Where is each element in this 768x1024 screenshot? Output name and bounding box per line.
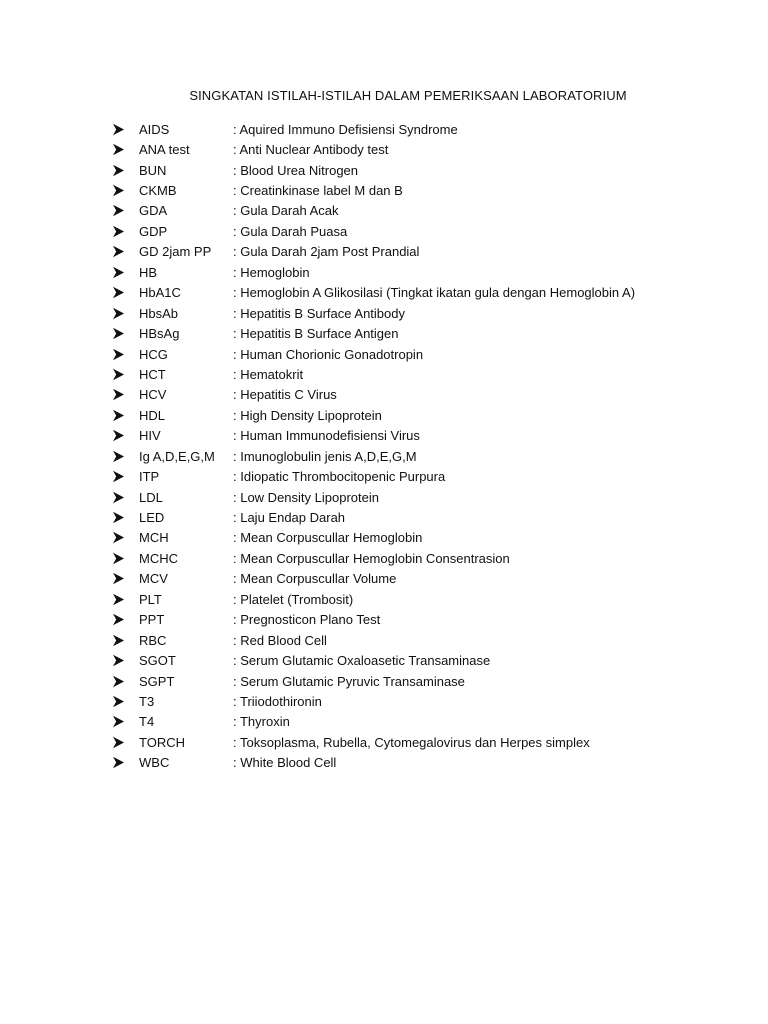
abbreviation-term: GD 2jam PP bbox=[139, 244, 212, 260]
abbreviation-definition: : High Density Lipoprotein bbox=[233, 407, 382, 423]
list-item bbox=[112, 732, 635, 752]
abbreviation-term: T3 bbox=[139, 693, 155, 709]
list-item bbox=[112, 303, 635, 323]
arrow-bullet-icon bbox=[112, 160, 139, 180]
abbreviation-definition: : Creatinkinase label M dan B bbox=[233, 183, 403, 199]
list-item bbox=[112, 201, 635, 221]
arrow-bullet-icon bbox=[112, 426, 139, 446]
list-item bbox=[112, 446, 635, 466]
abbreviation-definition: : Serum Glutamic Oxaloasetic Transaminase bbox=[233, 653, 491, 669]
abbreviation-definition: : Idiopatic Thrombocitopenic Purpura bbox=[233, 469, 446, 485]
list-item bbox=[112, 650, 635, 670]
list-item bbox=[112, 630, 635, 650]
arrow-bullet-icon bbox=[112, 528, 139, 548]
abbreviation-term: MCV bbox=[139, 571, 168, 587]
list-item bbox=[112, 466, 635, 486]
arrow-bullet-icon bbox=[112, 140, 139, 160]
abbreviation-term: HCV bbox=[139, 387, 167, 403]
abbreviation-definition: : Gula Darah Puasa bbox=[233, 223, 348, 239]
list-item bbox=[112, 344, 635, 364]
abbreviation-term: MCHC bbox=[139, 550, 178, 566]
arrow-bullet-icon bbox=[112, 630, 139, 650]
arrow-bullet-icon bbox=[112, 221, 139, 241]
abbreviation-term: T4 bbox=[139, 714, 155, 730]
abbreviation-definition: : Pregnosticon Plano Test bbox=[233, 612, 381, 628]
abbreviation-term: HbsAb bbox=[139, 305, 179, 321]
list-item bbox=[112, 364, 635, 384]
abbreviation-definition: : Toksoplasma, Rubella, Cytomegalovirus dan Herpes simplex bbox=[233, 734, 590, 750]
abbreviation-definition: : Hepatitis B Surface Antigen bbox=[233, 326, 399, 342]
abbreviation-term: SGPT bbox=[139, 673, 175, 689]
list-item bbox=[112, 242, 635, 262]
abbreviation-term: HCT bbox=[139, 366, 166, 382]
list-item bbox=[112, 283, 635, 303]
abbreviation-definition: : Human Chorionic Gonadotropin bbox=[233, 346, 424, 362]
list-item bbox=[112, 160, 635, 180]
arrow-bullet-icon bbox=[112, 610, 139, 630]
abbreviation-term: GDP bbox=[139, 223, 168, 239]
list-item bbox=[112, 671, 635, 691]
arrow-bullet-icon bbox=[112, 569, 139, 589]
arrow-bullet-icon bbox=[112, 201, 139, 221]
abbreviation-term: HB bbox=[139, 264, 158, 280]
abbreviation-term: MCH bbox=[139, 530, 169, 546]
list-item bbox=[112, 753, 635, 773]
list-item bbox=[112, 487, 635, 507]
abbreviation-definition: : Gula Darah 2jam Post Prandial bbox=[233, 244, 420, 260]
abbreviation-definition: : Blood Urea Nitrogen bbox=[233, 162, 359, 178]
arrow-bullet-icon bbox=[112, 242, 139, 262]
abbreviation-definition: : Aquired Immuno Defisiensi Syndrome bbox=[233, 121, 458, 137]
list-item bbox=[112, 528, 635, 548]
list-item bbox=[112, 426, 635, 446]
list-item bbox=[112, 119, 635, 139]
abbreviation-definition: : Mean Corpuscullar Volume bbox=[233, 571, 397, 587]
list-item bbox=[112, 262, 635, 282]
abbreviation-term: HCG bbox=[139, 346, 168, 362]
arrow-bullet-icon bbox=[112, 405, 139, 425]
abbreviation-term: HBsAg bbox=[139, 326, 180, 342]
abbreviation-term: RBC bbox=[139, 632, 167, 648]
list-item bbox=[112, 589, 635, 609]
abbreviation-definition: : Hemoglobin bbox=[233, 264, 310, 280]
arrow-bullet-icon bbox=[112, 303, 139, 323]
list-item bbox=[112, 691, 635, 711]
abbreviation-definition: : Hepatitis C Virus bbox=[233, 387, 337, 403]
abbreviation-definition: : Low Density Lipoprotein bbox=[233, 489, 379, 505]
arrow-bullet-icon bbox=[112, 691, 139, 711]
abbreviation-term: TORCH bbox=[139, 734, 185, 750]
abbreviation-term: Ig A,D,E,G,M bbox=[139, 448, 215, 464]
abbreviation-term: PLT bbox=[139, 591, 162, 607]
abbreviation-term: LDL bbox=[139, 489, 163, 505]
list-item bbox=[112, 610, 635, 630]
arrow-bullet-icon bbox=[112, 181, 139, 201]
abbreviation-definition: : Laju Endap Darah bbox=[233, 510, 346, 526]
list-item bbox=[112, 712, 635, 732]
list-item bbox=[112, 548, 635, 568]
arrow-bullet-icon bbox=[112, 651, 139, 671]
abbreviation-term: ITP bbox=[139, 469, 160, 485]
abbreviation-definition: : Red Blood Cell bbox=[233, 632, 327, 648]
arrow-bullet-icon bbox=[112, 262, 139, 282]
abbreviation-term: HbA1C bbox=[139, 285, 181, 301]
arrow-bullet-icon bbox=[112, 344, 139, 364]
abbreviation-list bbox=[112, 119, 635, 773]
list-item bbox=[112, 180, 635, 200]
abbreviation-term: BUN bbox=[139, 162, 167, 178]
abbreviation-term: GDA bbox=[139, 203, 168, 219]
document-title: SINGKATAN ISTILAH-ISTILAH DALAM PEMERIKSAAN LABORATORIUM bbox=[189, 88, 627, 103]
arrow-bullet-icon bbox=[112, 283, 139, 303]
abbreviation-definition: : Hemoglobin A Glikosilasi (Tingkat ikatan gula dengan Hemoglobin A) bbox=[233, 285, 636, 301]
abbreviation-definition: : Human Immunodefisiensi Virus bbox=[233, 428, 420, 444]
abbreviation-definition: : Platelet (Trombosit) bbox=[233, 591, 354, 607]
arrow-bullet-icon bbox=[112, 119, 139, 139]
arrow-bullet-icon bbox=[112, 753, 139, 773]
abbreviation-term: PPT bbox=[139, 612, 165, 628]
abbreviation-term: ANA test bbox=[139, 142, 190, 158]
arrow-bullet-icon bbox=[112, 487, 139, 507]
abbreviation-term: WBC bbox=[139, 755, 170, 771]
abbreviation-definition: : Anti Nuclear Antibody test bbox=[233, 142, 389, 158]
abbreviation-definition: : Triiodothironin bbox=[233, 693, 322, 709]
arrow-bullet-icon bbox=[112, 324, 139, 344]
abbreviation-definition: : Mean Corpuscullar Hemoglobin Consentrasion bbox=[233, 550, 510, 566]
arrow-bullet-icon bbox=[112, 385, 139, 405]
abbreviation-definition: : Hematokrit bbox=[233, 366, 304, 382]
abbreviation-definition: : Serum Glutamic Pyruvic Transaminase bbox=[233, 673, 465, 689]
abbreviation-definition: : Imunoglobulin jenis A,D,E,G,M bbox=[233, 448, 417, 464]
abbreviation-definition: : Gula Darah Acak bbox=[233, 203, 339, 219]
arrow-bullet-icon bbox=[112, 548, 139, 568]
abbreviation-definition: : Mean Corpuscullar Hemoglobin bbox=[233, 530, 423, 546]
list-item bbox=[112, 139, 635, 159]
list-item bbox=[112, 323, 635, 343]
list-item bbox=[112, 507, 635, 527]
arrow-bullet-icon bbox=[112, 467, 139, 487]
list-item bbox=[112, 405, 635, 425]
abbreviation-term: AIDS bbox=[139, 121, 170, 137]
abbreviation-term: HDL bbox=[139, 407, 166, 423]
arrow-bullet-icon bbox=[112, 446, 139, 466]
list-item bbox=[112, 569, 635, 589]
arrow-bullet-icon bbox=[112, 671, 139, 691]
abbreviation-definition: : Hepatitis B Surface Antibody bbox=[233, 305, 405, 321]
abbreviation-definition: : Thyroxin bbox=[233, 714, 290, 730]
arrow-bullet-icon bbox=[112, 589, 139, 609]
list-item bbox=[112, 385, 635, 405]
abbreviation-term: LED bbox=[139, 510, 165, 526]
abbreviation-term: CKMB bbox=[139, 183, 177, 199]
abbreviation-term: SGOT bbox=[139, 653, 176, 669]
abbreviation-term: HIV bbox=[139, 428, 161, 444]
arrow-bullet-icon bbox=[112, 732, 139, 752]
abbreviation-definition: : White Blood Cell bbox=[233, 755, 337, 771]
arrow-bullet-icon bbox=[112, 508, 139, 528]
list-item bbox=[112, 221, 635, 241]
arrow-bullet-icon bbox=[112, 364, 139, 384]
arrow-bullet-icon bbox=[112, 712, 139, 732]
